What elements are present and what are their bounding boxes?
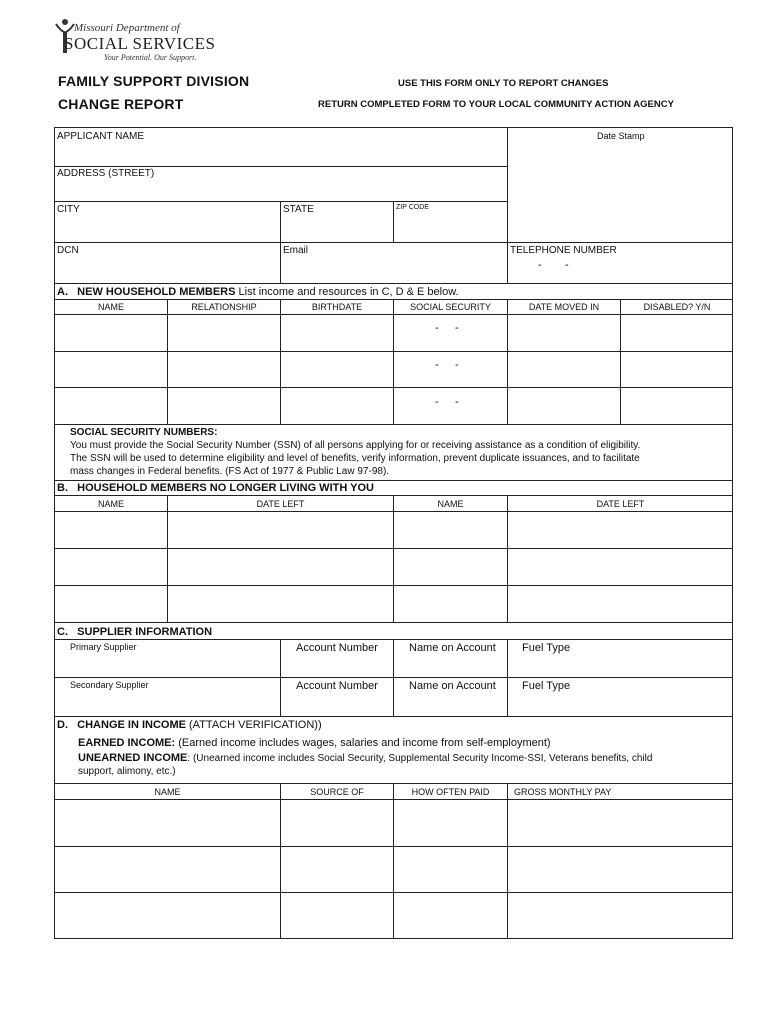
section-a-letter: A. (57, 286, 68, 298)
section-b-letter: B. (57, 482, 68, 494)
table-row[interactable] (55, 549, 733, 585)
col-header-name: NAME (97, 499, 124, 509)
table-row[interactable] (55, 315, 733, 351)
col-header-disabled: DISABLED? Y/N (643, 302, 711, 312)
ssn-line-1: You must provide the Social Security Number (SSN) of all persons applying for or receiving assistance as a condition of eligibility. (70, 440, 641, 451)
primary-supplier-label: Primary Supplier (70, 642, 137, 652)
secondary-account-number-label: Account Number (296, 680, 378, 692)
col-header-date-left: DATE LEFT (596, 499, 645, 509)
header-note-2: RETURN COMPLETED FORM TO YOUR LOCAL COMMUNITY ACTION AGENCY (318, 99, 674, 110)
state-label: STATE (283, 204, 314, 215)
dcn-field[interactable] (55, 258, 280, 283)
unearned-income-text: : (Unearned income includes Social Security, Supplemental Security Income-SSI, Veterans benefits, child (187, 753, 653, 764)
col-header-name: NAME (437, 499, 464, 509)
ssn-dash: - (435, 322, 439, 334)
zip-label: ZIP CODE (396, 204, 429, 211)
table-row[interactable] (55, 893, 733, 938)
unearned-income-text-2: support, alimony, etc.) (78, 766, 176, 777)
col-header-name: NAME (154, 787, 181, 797)
section-c-letter: C. (57, 626, 68, 638)
division-title: FAMILY SUPPORT DIVISION (58, 73, 250, 89)
ssn-line-2: The SSN will be used to determine eligibility and level of benefits, verify information, prevent duplicate issuances, and to facilitate (70, 453, 640, 464)
section-d-letter: D. (57, 719, 68, 731)
ssn-dash: - (455, 396, 459, 408)
report-title: CHANGE REPORT (58, 96, 184, 112)
section-d-heading (57, 719, 322, 732)
col-header-date-left: DATE LEFT (256, 499, 305, 509)
unearned-income-line (78, 752, 652, 765)
section-a-subtitle: List income and resources in C, D & E below. (238, 286, 459, 298)
secondary-name-on-account-label: Name on Account (409, 680, 496, 692)
col-header-name: NAME (97, 302, 124, 312)
secondary-supplier-label: Secondary Supplier (70, 680, 149, 690)
ssn-dash: - (455, 359, 459, 371)
col-header-how-often-paid: HOW OFTEN PAID (411, 787, 490, 797)
ssn-dash: - (435, 359, 439, 371)
phone-dash-2: - (565, 259, 569, 271)
earned-income-line (78, 737, 551, 750)
col-header-birthdate: BIRTHDATE (311, 302, 363, 312)
phone-field[interactable] (508, 258, 733, 283)
primary-name-on-account-label: Name on Account (409, 642, 496, 654)
earned-income-label: EARNED INCOME: (78, 737, 176, 749)
ssn-line-3: mass changes in Federal benefits. (FS Act of 1977 & Public Law 97-98). (70, 466, 390, 477)
section-a-title: NEW HOUSEHOLD MEMBERS (77, 286, 236, 298)
logo-name: SOCIAL SERVICES (64, 34, 216, 53)
ssn-dash: - (455, 322, 459, 334)
earned-income-text: (Earned income includes wages, salaries and income from self-employment) (178, 737, 551, 749)
secondary-supplier-row[interactable] (55, 693, 733, 716)
section-b-title: HOUSEHOLD MEMBERS NO LONGER LIVING WITH YOU (77, 482, 374, 494)
email-field[interactable] (281, 258, 507, 283)
secondary-fuel-type-label: Fuel Type (522, 680, 571, 692)
primary-supplier-row[interactable] (55, 654, 733, 676)
ssn-heading: SOCIAL SECURITY NUMBERS: (70, 427, 218, 438)
section-a-heading (57, 286, 459, 299)
address-label: ADDRESS (STREET) (57, 168, 155, 179)
email-label: Email (283, 245, 309, 256)
logo-dept-line: Missouri Department of (74, 22, 180, 34)
phone-dash-1: - (538, 259, 542, 271)
primary-fuel-type-label: Fuel Type (522, 642, 571, 654)
applicant-name-field[interactable] (55, 144, 507, 166)
date-stamp-label: Date Stamp (597, 131, 645, 141)
section-d-title: CHANGE IN INCOME (77, 719, 186, 731)
section-c-title: SUPPLIER INFORMATION (77, 626, 213, 638)
header-note-1: USE THIS FORM ONLY TO REPORT CHANGES (398, 78, 609, 89)
dcn-label: DCN (57, 245, 79, 256)
phone-label: TELEPHONE NUMBER (510, 245, 617, 256)
col-header-source: SOURCE OF (310, 787, 364, 797)
logo-tagline: Your Potential. Our Support. (104, 53, 197, 62)
address-field[interactable] (55, 181, 507, 201)
ssn-dash: - (435, 396, 439, 408)
col-header-date-moved-in: DATE MOVED IN (528, 302, 600, 312)
city-label: CITY (57, 204, 80, 215)
table-row[interactable] (55, 586, 733, 622)
table-row[interactable] (55, 352, 733, 387)
col-header-gross-monthly-pay: GROSS MONTHLY PAY (514, 787, 612, 797)
primary-account-number-label: Account Number (296, 642, 378, 654)
applicant-name-label: APPLICANT NAME (57, 131, 145, 142)
col-header-relationship: RELATIONSHIP (191, 302, 257, 312)
table-row[interactable] (55, 388, 733, 424)
col-header-social-security: SOCIAL SECURITY (410, 302, 491, 312)
city-field[interactable] (55, 217, 280, 242)
section-b-heading (57, 482, 374, 495)
table-row[interactable] (55, 800, 733, 846)
section-d-title-note: (ATTACH VERIFICATION)) (189, 719, 322, 731)
state-field[interactable] (281, 217, 393, 242)
unearned-income-label: UNEARNED INCOME (78, 752, 188, 764)
table-row[interactable] (55, 512, 733, 548)
table-row[interactable] (55, 847, 733, 892)
zip-field[interactable] (394, 213, 507, 242)
section-c-heading (57, 626, 212, 639)
